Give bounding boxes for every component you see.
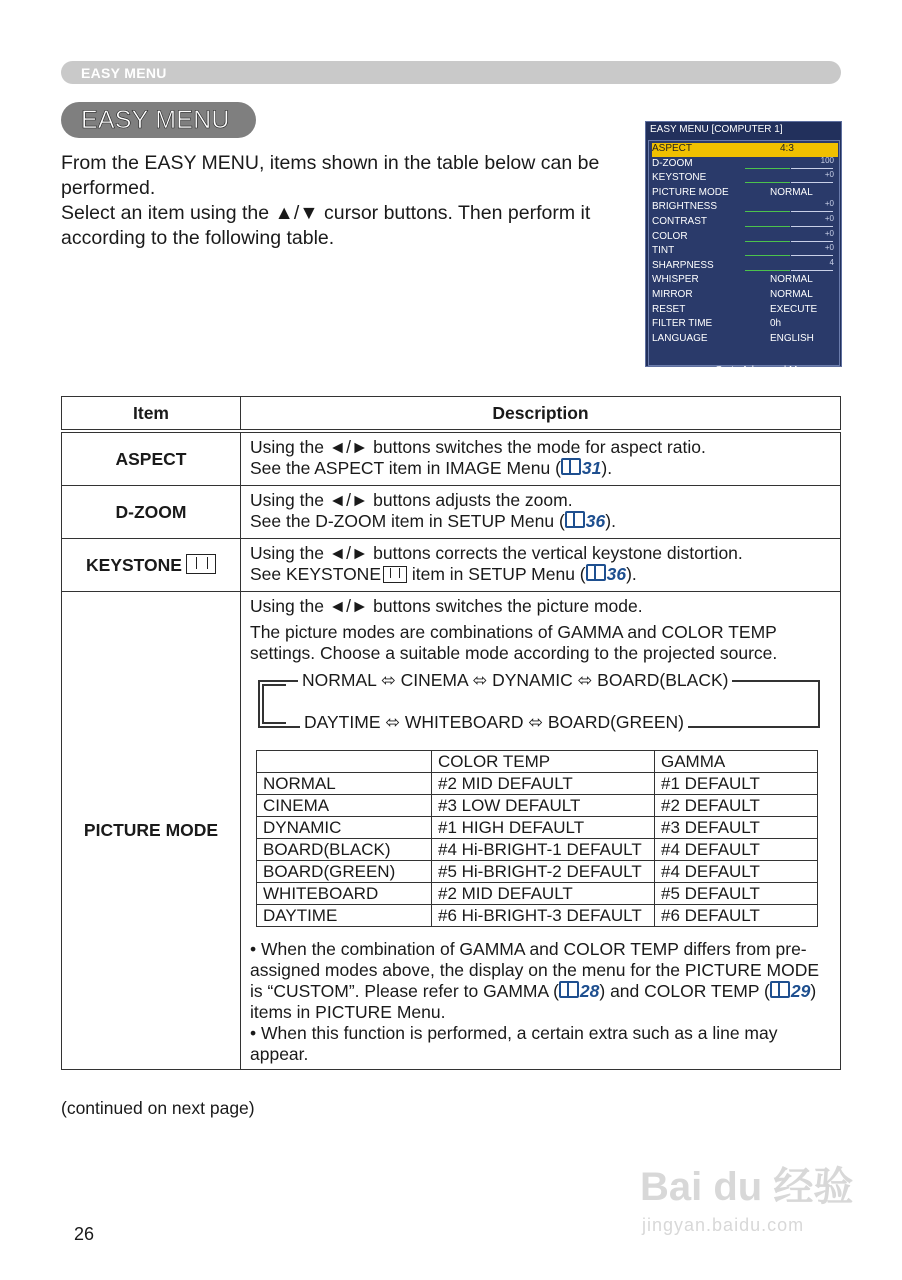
table-cell: #6 DEFAULT bbox=[655, 905, 818, 927]
keystone-icon bbox=[186, 554, 216, 574]
table-row bbox=[257, 905, 818, 927]
desc-text: See KEYSTONE bbox=[250, 564, 381, 584]
section-header-label: EASY MENU bbox=[81, 65, 167, 81]
table-row bbox=[257, 773, 818, 795]
osd-slider-track bbox=[791, 182, 833, 183]
item-keystone-label: KEYSTONE bbox=[86, 555, 182, 575]
intro-paragraph-1: From the EASY MENU, items shown in the table below can be performed. bbox=[61, 152, 600, 199]
book-icon bbox=[561, 458, 581, 475]
osd-row-value: 0h bbox=[770, 318, 782, 330]
watermark-logo: Bai du 经验 bbox=[640, 1165, 854, 1209]
table-cell: DAYTIME bbox=[257, 905, 432, 927]
column-header bbox=[257, 751, 432, 773]
osd-advanced-link: Go to Advanced Menu... bbox=[715, 365, 823, 376]
osd-slider-bar bbox=[745, 255, 790, 256]
osd-row-label: RESET bbox=[652, 303, 686, 315]
table-row bbox=[257, 795, 818, 817]
page-reference: 29 bbox=[790, 981, 811, 1001]
desc-line bbox=[250, 564, 832, 585]
desc-text: See the ASPECT item in IMAGE Menu ( bbox=[250, 458, 561, 478]
table-cell: #2 DEFAULT bbox=[655, 795, 818, 817]
osd-row-label: WHISPER bbox=[652, 274, 699, 286]
table-cell: #2 MID DEFAULT bbox=[432, 883, 655, 905]
book-icon bbox=[586, 564, 606, 581]
osd-slider-track bbox=[791, 255, 833, 256]
osd-row-label: KEYSTONE bbox=[652, 172, 707, 184]
osd-row-label: ASPECT bbox=[652, 143, 693, 154]
table-cell: #3 DEFAULT bbox=[655, 817, 818, 839]
table-cell: BOARD(BLACK) bbox=[257, 839, 432, 861]
osd-row bbox=[652, 257, 838, 274]
osd-row-label: COLOR bbox=[652, 230, 688, 242]
desc-keystone bbox=[241, 539, 841, 592]
osd-slider-bar bbox=[745, 226, 790, 227]
table-cell: NORMAL bbox=[257, 773, 432, 795]
desc-dzoom bbox=[241, 486, 841, 539]
page-reference: 36 bbox=[606, 564, 627, 584]
desc-picture-mode bbox=[241, 592, 841, 1070]
osd-row-number: +0 bbox=[824, 228, 834, 238]
page-reference: 28 bbox=[579, 981, 600, 1001]
osd-row-value: NORMAL bbox=[770, 274, 813, 286]
table-cell: #1 HIGH DEFAULT bbox=[432, 817, 655, 839]
desc-text: See the D-ZOOM item in SETUP Menu ( bbox=[250, 511, 565, 531]
table-cell: #5 DEFAULT bbox=[655, 883, 818, 905]
osd-row-number: +0 bbox=[824, 243, 834, 253]
osd-slider-bar bbox=[745, 168, 790, 169]
osd-row bbox=[652, 228, 838, 245]
osd-row bbox=[652, 187, 838, 201]
desc-line: Using the ◄/► buttons switches the picture mode. bbox=[250, 596, 643, 616]
table-row bbox=[257, 883, 818, 905]
page-number: 26 bbox=[74, 1224, 95, 1244]
section-header-bar bbox=[61, 61, 841, 84]
table-cell: #2 MID DEFAULT bbox=[432, 773, 655, 795]
page-title: EASY MENU bbox=[81, 106, 230, 134]
column-header: COLOR TEMP bbox=[432, 751, 655, 773]
cycle-arrow-frame-inner bbox=[262, 684, 286, 724]
osd-row-value: NORMAL bbox=[770, 186, 813, 198]
intro-paragraph-2: Select an item using the ▲/▼ cursor buttons. Then perform it according to the following table. bbox=[61, 202, 591, 249]
continued-note: (continued on next page) bbox=[61, 1098, 255, 1118]
osd-row-value: EXECUTE bbox=[770, 303, 818, 315]
osd-row-label: TINT bbox=[652, 245, 675, 257]
item-dzoom: D-ZOOM bbox=[62, 486, 241, 539]
note-text: • When the combination of GAMMA and COLOR TEMP differs from pre-assigned modes above, the display on the menu for the PICTURE MODE is “CUSTOM”. Please refer to GAMMA ( bbox=[250, 939, 820, 1001]
easy-menu-table bbox=[61, 396, 841, 1070]
osd-row bbox=[652, 143, 838, 157]
book-icon bbox=[565, 511, 585, 528]
mode-cycle-diagram bbox=[250, 670, 832, 746]
table-row bbox=[257, 817, 818, 839]
note-text: • When this function is performed, a certain extra such as a line may appear. bbox=[250, 1023, 778, 1064]
table-cell: DYNAMIC bbox=[257, 817, 432, 839]
table-cell: CINEMA bbox=[257, 795, 432, 817]
osd-row bbox=[652, 304, 838, 318]
desc-text: ). bbox=[626, 564, 637, 584]
table-row-dzoom bbox=[62, 486, 841, 539]
osd-slider-bar bbox=[745, 182, 790, 183]
osd-row-number: 100 bbox=[820, 155, 834, 165]
desc-line bbox=[250, 458, 832, 479]
mode-cycle-line-1: NORMAL ⬄ CINEMA ⬄ DYNAMIC ⬄ BOARD(BLACK) bbox=[298, 670, 732, 691]
table-cell: #4 Hi-BRIGHT-1 DEFAULT bbox=[432, 839, 655, 861]
book-icon bbox=[559, 981, 579, 998]
watermark-url: jingyan.baidu.com bbox=[642, 1215, 805, 1235]
osd-row-label: PICTURE MODE bbox=[652, 186, 729, 198]
osd-slider-bar bbox=[745, 211, 790, 212]
desc-text: ). bbox=[601, 458, 613, 478]
osd-row bbox=[652, 172, 838, 186]
osd-slider-bar bbox=[745, 241, 790, 242]
cycle-arrow-frame-right bbox=[810, 680, 820, 728]
osd-row bbox=[652, 201, 838, 215]
picture-mode-notes bbox=[250, 939, 832, 1065]
osd-row-number: +0 bbox=[824, 214, 834, 223]
column-header-item: Item bbox=[62, 397, 241, 432]
osd-slider-track bbox=[791, 226, 833, 227]
osd-row-label: SHARPNESS bbox=[652, 259, 714, 271]
table-cell: #6 Hi-BRIGHT-3 DEFAULT bbox=[432, 905, 655, 927]
osd-slider-track bbox=[791, 211, 833, 212]
osd-slider-track bbox=[791, 241, 833, 242]
desc-line: Using the ◄/► buttons switches the mode for aspect ratio. bbox=[250, 437, 706, 457]
osd-slider-track bbox=[791, 168, 833, 169]
osd-row-label: LANGUAGE bbox=[652, 332, 708, 344]
table-row-aspect bbox=[62, 431, 841, 486]
mode-cycle-line-2: DAYTIME ⬄ WHITEBOARD ⬄ BOARD(GREEN) bbox=[300, 712, 688, 733]
desc-text: item in SETUP Menu ( bbox=[407, 564, 586, 584]
osd-row-number: +0 bbox=[824, 170, 834, 180]
table-cell: BOARD(GREEN) bbox=[257, 861, 432, 883]
desc-line bbox=[250, 511, 832, 532]
picture-mode-table-header bbox=[257, 751, 818, 773]
osd-row bbox=[652, 245, 838, 259]
osd-row-label: MIRROR bbox=[652, 289, 693, 300]
easy-menu-osd-screenshot bbox=[645, 121, 842, 376]
osd-row bbox=[652, 333, 838, 347]
desc-aspect bbox=[241, 431, 841, 486]
table-row-keystone bbox=[62, 539, 841, 592]
table-row-picture-mode bbox=[62, 592, 841, 1070]
osd-slider-bar bbox=[745, 270, 790, 271]
osd-row-value: 4:3 bbox=[780, 143, 794, 154]
page-reference: 31 bbox=[581, 458, 602, 478]
page-title-pill bbox=[61, 102, 256, 138]
osd-slider-track bbox=[791, 270, 833, 271]
intro-text bbox=[61, 151, 621, 251]
osd-row bbox=[652, 289, 838, 303]
desc-text: ). bbox=[605, 511, 616, 531]
table-row bbox=[257, 839, 818, 861]
osd-row-label: D-ZOOM bbox=[652, 157, 693, 169]
table-cell: #3 LOW DEFAULT bbox=[432, 795, 655, 817]
table-row bbox=[257, 861, 818, 883]
osd-panel bbox=[648, 140, 840, 376]
page-reference: 36 bbox=[585, 511, 606, 531]
item-aspect: ASPECT bbox=[62, 431, 241, 486]
osd-row bbox=[652, 318, 838, 332]
table-cell: #5 Hi-BRIGHT-2 DEFAULT bbox=[432, 861, 655, 883]
osd-row bbox=[652, 155, 838, 172]
osd-row-label: BRIGHTNESS bbox=[652, 201, 718, 213]
item-picture-mode: PICTURE MODE bbox=[62, 592, 241, 1070]
column-header-description: Description bbox=[241, 397, 841, 432]
osd-row-value: NORMAL bbox=[770, 289, 813, 300]
table-cell: #4 DEFAULT bbox=[655, 839, 818, 861]
table-cell: #1 DEFAULT bbox=[655, 773, 818, 795]
osd-row-number: +0 bbox=[824, 199, 834, 209]
note-text: ) and COLOR TEMP ( bbox=[599, 981, 770, 1001]
osd-row bbox=[652, 216, 838, 230]
osd-title: EASY MENU [COMPUTER 1] bbox=[650, 124, 783, 135]
table-cell: WHITEBOARD bbox=[257, 883, 432, 905]
osd-row-label: CONTRAST bbox=[652, 216, 707, 227]
osd-row-value: ENGLISH bbox=[770, 332, 814, 344]
picture-mode-table bbox=[256, 750, 818, 927]
keystone-icon bbox=[383, 566, 407, 583]
desc-line: Using the ◄/► buttons corrects the vertical keystone distortion. bbox=[250, 543, 743, 563]
desc-line: Using the ◄/► buttons adjusts the zoom. bbox=[250, 490, 573, 510]
note-text: ) items in PICTURE Menu. bbox=[250, 981, 817, 1022]
item-keystone bbox=[62, 539, 241, 592]
osd-row-label: FILTER TIME bbox=[652, 318, 713, 330]
column-header: GAMMA bbox=[655, 751, 818, 773]
table-cell: #4 DEFAULT bbox=[655, 861, 818, 883]
osd-row bbox=[652, 274, 838, 288]
osd-row-number: 4 bbox=[829, 257, 834, 267]
desc-paragraph: The picture modes are combinations of GAMMA and COLOR TEMP settings. Choose a suitable mode according to the projected source. bbox=[250, 622, 778, 663]
book-icon bbox=[770, 981, 790, 998]
